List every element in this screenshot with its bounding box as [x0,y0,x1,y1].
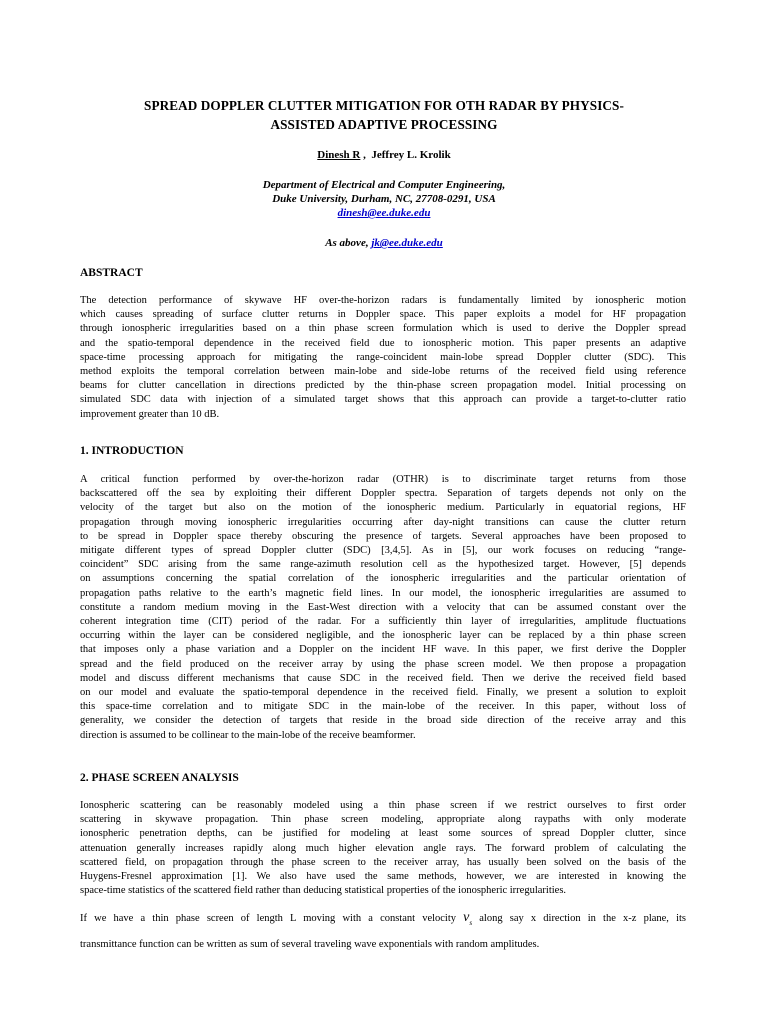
phase-screen-final-line [80,907,686,934]
abstract-line: which causes spreading of surface clutter returns in Doppler space. This paper exploits a model for HF propagation [80,309,686,321]
velocity-subscript: s [469,918,473,927]
intro-line: coincident” SDC arising from the same range-azimuth resolution cell as the hypothesized target. However, [5] depends [80,559,686,571]
phase-screen-line: Huygens-Fresnel approximation [1]. We also have used the same methods, however, we are interested in knowing the [80,871,686,883]
final-text-after: along say x direction in the x-z plane, its [472,913,686,924]
paper-title [100,96,668,134]
introduction-paragraph [80,473,686,743]
intro-line: occurring within the layer can be considered negligible, and the ionospheric layer can be replaced by a thin phase screen [80,630,686,642]
abstract-line: and the spatio-temporal dependence in the received field due to ionospheric motion. This paper presents an adaptive [80,337,686,349]
phase-screen-line: space-time statistics of the scattered field rather than deducing statistical properties of the ionospheric irregularities. [80,885,567,897]
intro-line: direction is assumed to be collinear to the main-lobe of the receive beamformer. [80,729,416,741]
intro-line: coherent integration time (CIT) period of the radar. For a sufficiently thin layer of irregularities, amplitude fluctuations [80,616,686,628]
phase-screen-line: ionospheric penetration depths, can be justified for modeling at least some sources of spread Doppler clutter, since [80,828,686,840]
phase-screen-line: scattering in skywave propagation. Thin phase screen modeling, appropriate along raypaths with only moderate [80,814,686,826]
title-line-2: ASSISTED ADAPTIVE PROCESSING [270,117,498,132]
title-line-1: SPREAD DOPPLER CLUTTER MITIGATION FOR OTH RADAR BY PHYSICS- [144,98,624,113]
abstract-heading: ABSTRACT [80,267,143,279]
author-separator: , [360,149,372,161]
affiliation [0,178,768,220]
intro-line: spread and the field produced on the receiver array by using the phase screen model. We then propose a propagation [80,658,686,670]
phase-screen-final-paragraph [80,907,686,956]
phase-screen-final-line-2: transmittance function can be written as sum of several traveling wave exponentials with random amplitudes. [80,938,540,950]
abstract-line: method exploits the temporal correlation between main-lobe and side-lobe returns of the received field using reference [80,366,686,378]
phase-screen-line: attenuation generally increases rapidly along much higher elevation angle rays. The forward problem of calculating the [80,842,686,854]
email-link-1[interactable]: dinesh@ee.duke.edu [337,207,431,219]
phase-screen-paragraph [80,799,686,898]
abstract-line: beams for clutter cancellation in directions predicted by the thin-phase screen propagation model. Initial processing on [80,380,686,392]
phase-screen-line: Ionospheric scattering can be reasonably modeled using a thin phase screen if we restrict ourselves to first order [80,800,686,811]
velocity-symbol: $v_s$ [463,910,473,927]
intro-line: model and discuss different mechanisms that cause SDC in the received field. Then we derive the received field based [80,672,686,684]
intro-line: backscattered off the sea by exploiting their different Doppler spectra. Separation of targets depends not only on the [80,488,686,500]
affiliation-address: Duke University, Durham, NC, 27708-0291, USA [272,193,496,205]
intro-line: propagation through moving ionospheric irregularities occurring after day-night transitions can cause the clutter return [80,516,686,528]
intro-line: velocity of the target but also on the motion of the ionospheric medium. Particularly in equatorial regions, HF [80,502,686,514]
intro-line: A critical function performed by over-the-horizon radar (OTHR) is to discriminate target returns from those [80,474,686,485]
final-text-before: If we have a thin phase screen of length L moving with a constant velocity [80,913,464,924]
phase-screen-line: scattered field, on propagation through the phase screen to the receiver array, has usually been solved on the basis of the [80,856,686,868]
intro-line: to be spread in Doppler space thereby obscuring the presence of targets. Several approaches have been proposed to [80,530,686,542]
abstract-paragraph [80,294,686,422]
intro-line: mitigate different types of spread Doppler clutter (SDC) [3,4,5]. As in [5], our work focuses on reducing “range- [80,545,686,557]
author-1: Dinesh R [317,149,361,161]
second-affiliation [0,236,768,250]
intro-line: generality, we consider the detection of targets that reside in the broad side direction of the receive array and this [80,715,686,727]
author-2: Jeffrey L. Krolik [371,149,451,161]
intro-line: on our model and evaluate the spatio-temporal dependence in the received field. Finally, we present a solution to exploit [80,687,686,699]
intro-line: on assumptions concerning the spatial correlation of the ionospheric irregularities and the particular orientation of [80,573,686,585]
intro-line: this space-time correlation and to mitigate SDC in the main-lobe of the receiver. In this paper, without loss of [80,701,686,713]
as-above-text: As above, [325,237,372,249]
affiliation-department: Department of Electrical and Computer Engineering, [262,179,506,191]
intro-line: propagation paths relative to the earth’s magnetic field lines. In our model, the ionospheric irregularities are assumed to [80,587,686,599]
abstract-line: The detection performance of skywave HF over-the-horizon radars is fundamentally limited by ionospheric motion [80,295,686,306]
abstract-line: improvement greater than 10 dB. [80,408,220,420]
abstract-line: space-time processing approach for mitigating the range-coincident main-lobe spread Doppler clutter (SDC). This [80,351,686,363]
intro-line: constitute a random medium moving in the East-West direction with a velocity that can be assumed constant over the [80,601,686,613]
email-link-2[interactable]: jk@ee.duke.edu [371,237,443,249]
abstract-line: simulated SDC data with injection of a simulated target shows that this approach can provide a target-to-clutter ratio [80,394,686,406]
intro-line: that imposes only a phase variation and a Doppler on the incident HF wave. In this paper, we first derive the Doppler [80,644,686,656]
introduction-heading: 1. INTRODUCTION [80,445,184,457]
author-list [0,148,768,162]
abstract-line: through ionospheric irregularities based on a thin phase screen formulation which is used to derive the Doppler spread [80,323,686,335]
phase-screen-heading: 2. PHASE SCREEN ANALYSIS [80,772,239,784]
